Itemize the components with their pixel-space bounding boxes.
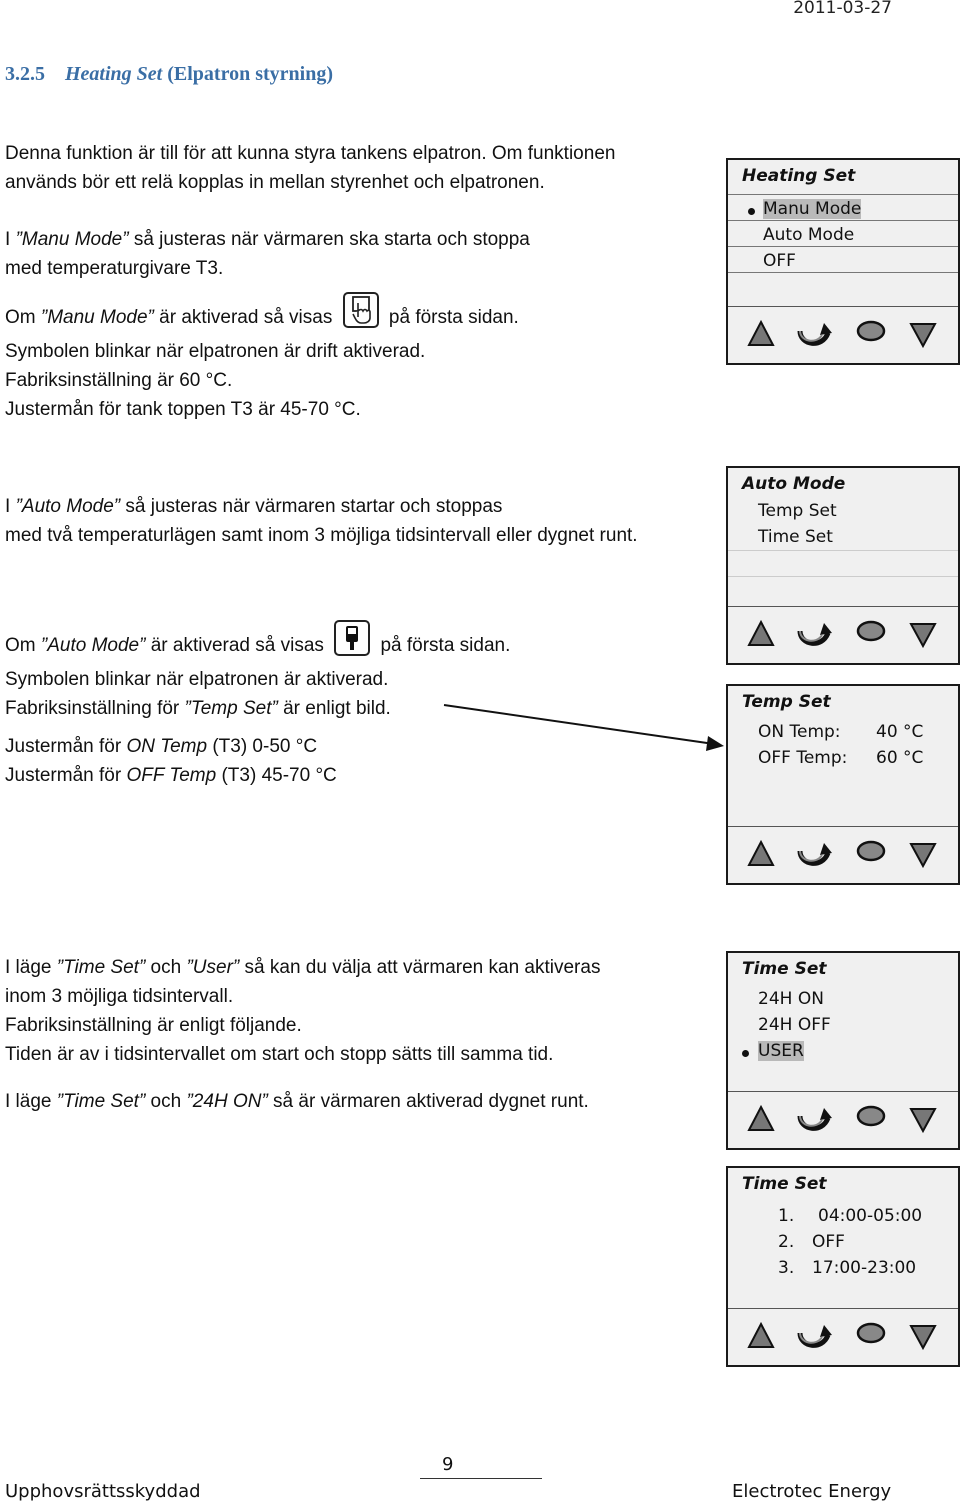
section-title-rest: (Elpatron styrning) (167, 63, 333, 85)
text-line: I läge ”Time Set” och ”24H ON” så är värmaren aktiverad dygnet runt. (5, 1091, 589, 1112)
interval-number: 3. (778, 1258, 795, 1278)
off-temp-label: OFF Temp: (758, 748, 848, 768)
interval-number: 2. (778, 1232, 795, 1252)
panel-temp-set (726, 684, 960, 885)
panel-heating-set (726, 158, 960, 365)
panel-title: Time Set (742, 1174, 827, 1194)
interval-number: 1. (778, 1206, 795, 1226)
menu-item-off[interactable]: OFF (763, 251, 796, 271)
panel-buttons (728, 1309, 958, 1365)
footer-company: Electrotec Energy (732, 1481, 892, 1502)
text-line: Symbolen blinkar när elpatronen är aktiverad. (5, 669, 389, 690)
paragraph-manu-mode (5, 225, 530, 283)
text-line: Justermån för OFF Temp (T3) 45-70 °C (5, 765, 337, 786)
text-line: Justermån för tank toppen T3 är 45-70 °C. (5, 399, 361, 420)
triangle-up-icon[interactable] (746, 1321, 776, 1351)
rotate-arrow-icon[interactable] (794, 319, 834, 349)
paragraph-auto-symbol (5, 627, 510, 723)
paragraph-intro (5, 139, 615, 197)
text-line: används bör ett relä kopplas in mellan styrenhet och elpatronen. (5, 172, 545, 193)
panel-title: Heating Set (742, 166, 856, 186)
panel-time-set-intervals (726, 1166, 960, 1367)
panel-screen (728, 160, 958, 307)
text-line: Om ”Auto Mode” är aktiverad så visas på första sidan. (5, 627, 510, 665)
triangle-down-icon[interactable] (908, 319, 938, 349)
panel-screen (728, 953, 958, 1092)
on-temp-label: ON Temp: (758, 722, 841, 742)
oval-ok-icon[interactable] (856, 1321, 886, 1351)
panel-title: Time Set (742, 959, 827, 979)
text-line: Fabriksinställning för ”Temp Set” är enligt bild. (5, 698, 391, 719)
text-line: Symbolen blinkar när elpatronen är drift aktiverad. (5, 341, 426, 362)
pointer-arrow (440, 700, 730, 760)
interval-value[interactable]: OFF (812, 1232, 845, 1252)
menu-item-auto-mode[interactable]: Auto Mode (763, 225, 855, 245)
selection-bullet (742, 1050, 749, 1057)
footer-copyright: Upphovsrättsskyddad (5, 1481, 201, 1502)
menu-item-24h-off[interactable]: 24H OFF (758, 1015, 831, 1035)
oval-ok-icon[interactable] (856, 839, 886, 869)
text-line: Justermån för ON Temp (T3) 0-50 °C (5, 736, 318, 757)
triangle-down-icon[interactable] (908, 619, 938, 649)
panel-screen (728, 468, 958, 607)
triangle-up-icon[interactable] (746, 839, 776, 869)
footer-divider (420, 1478, 542, 1479)
hand-touch-icon (342, 291, 380, 329)
selection-bullet (748, 208, 755, 215)
rotate-arrow-icon[interactable] (794, 1104, 834, 1134)
paragraph-adjust-ranges (5, 732, 337, 790)
menu-item-time-set[interactable]: Time Set (758, 527, 833, 547)
menu-item-user[interactable]: USER (758, 1041, 804, 1061)
off-temp-value[interactable]: 60 °C (876, 748, 924, 768)
panel-title: Auto Mode (742, 474, 846, 494)
section-heading (5, 63, 333, 86)
plug-icon (333, 619, 371, 657)
text-line: Fabriksinställning är enligt följande. (5, 1015, 302, 1036)
paragraph-24h-on (5, 1087, 589, 1116)
panel-screen (728, 1168, 958, 1309)
menu-item-temp-set[interactable]: Temp Set (758, 501, 837, 521)
text-line: Denna funktion är till för att kunna styra tankens elpatron. Om funktionen (5, 143, 616, 164)
text-line: I läge ”Time Set” och ”User” så kan du välja att värmaren kan aktiveras (5, 957, 601, 978)
rotate-arrow-icon[interactable] (794, 1321, 834, 1351)
panel-title: Temp Set (742, 692, 831, 712)
oval-ok-icon[interactable] (856, 319, 886, 349)
panel-screen (728, 686, 958, 827)
triangle-up-icon[interactable] (746, 319, 776, 349)
page-number: 9 (442, 1454, 454, 1475)
triangle-up-icon[interactable] (746, 1104, 776, 1134)
on-temp-value[interactable]: 40 °C (876, 722, 924, 742)
section-number: 3.2.5 (5, 63, 45, 85)
panel-buttons (728, 307, 958, 363)
panel-time-set-modes (726, 951, 960, 1150)
document-date: 2011-03-27 (793, 0, 892, 18)
text-line: Tiden är av i tidsintervallet om start och stopp sätts till samma tid. (5, 1044, 554, 1065)
text-line: inom 3 möjliga tidsintervall. (5, 986, 234, 1007)
text-line: med två temperaturlägen samt inom 3 möjliga tidsintervall eller dygnet runt. (5, 525, 638, 546)
panel-buttons (728, 827, 958, 883)
interval-value[interactable]: 17:00-23:00 (812, 1258, 917, 1278)
panel-auto-mode (726, 466, 960, 665)
triangle-down-icon[interactable] (908, 839, 938, 869)
oval-ok-icon[interactable] (856, 619, 886, 649)
panel-buttons (728, 607, 958, 663)
panel-buttons (728, 1092, 958, 1148)
paragraph-auto-mode (5, 492, 638, 550)
triangle-down-icon[interactable] (908, 1321, 938, 1351)
rotate-arrow-icon[interactable] (794, 839, 834, 869)
menu-item-24h-on[interactable]: 24H ON (758, 989, 824, 1009)
text-line: Fabriksinställning är 60 °C. (5, 370, 233, 391)
paragraph-manu-symbol (5, 299, 519, 424)
rotate-arrow-icon[interactable] (794, 619, 834, 649)
interval-value[interactable]: 04:00-05:00 (818, 1206, 923, 1226)
text-line: Om ”Manu Mode” är aktiverad så visas på första sidan. (5, 299, 519, 337)
text-line: I ”Manu Mode” så justeras när värmaren ska starta och stoppa (5, 229, 530, 250)
menu-item-manu-mode[interactable]: Manu Mode (763, 199, 862, 219)
text-line: I ”Auto Mode” så justeras när värmaren startar och stoppas (5, 496, 503, 517)
text-line: med temperaturgivare T3. (5, 258, 224, 279)
paragraph-time-set (5, 953, 600, 1069)
oval-ok-icon[interactable] (856, 1104, 886, 1134)
section-title-italic: Heating Set (65, 63, 163, 85)
triangle-down-icon[interactable] (908, 1104, 938, 1134)
triangle-up-icon[interactable] (746, 619, 776, 649)
